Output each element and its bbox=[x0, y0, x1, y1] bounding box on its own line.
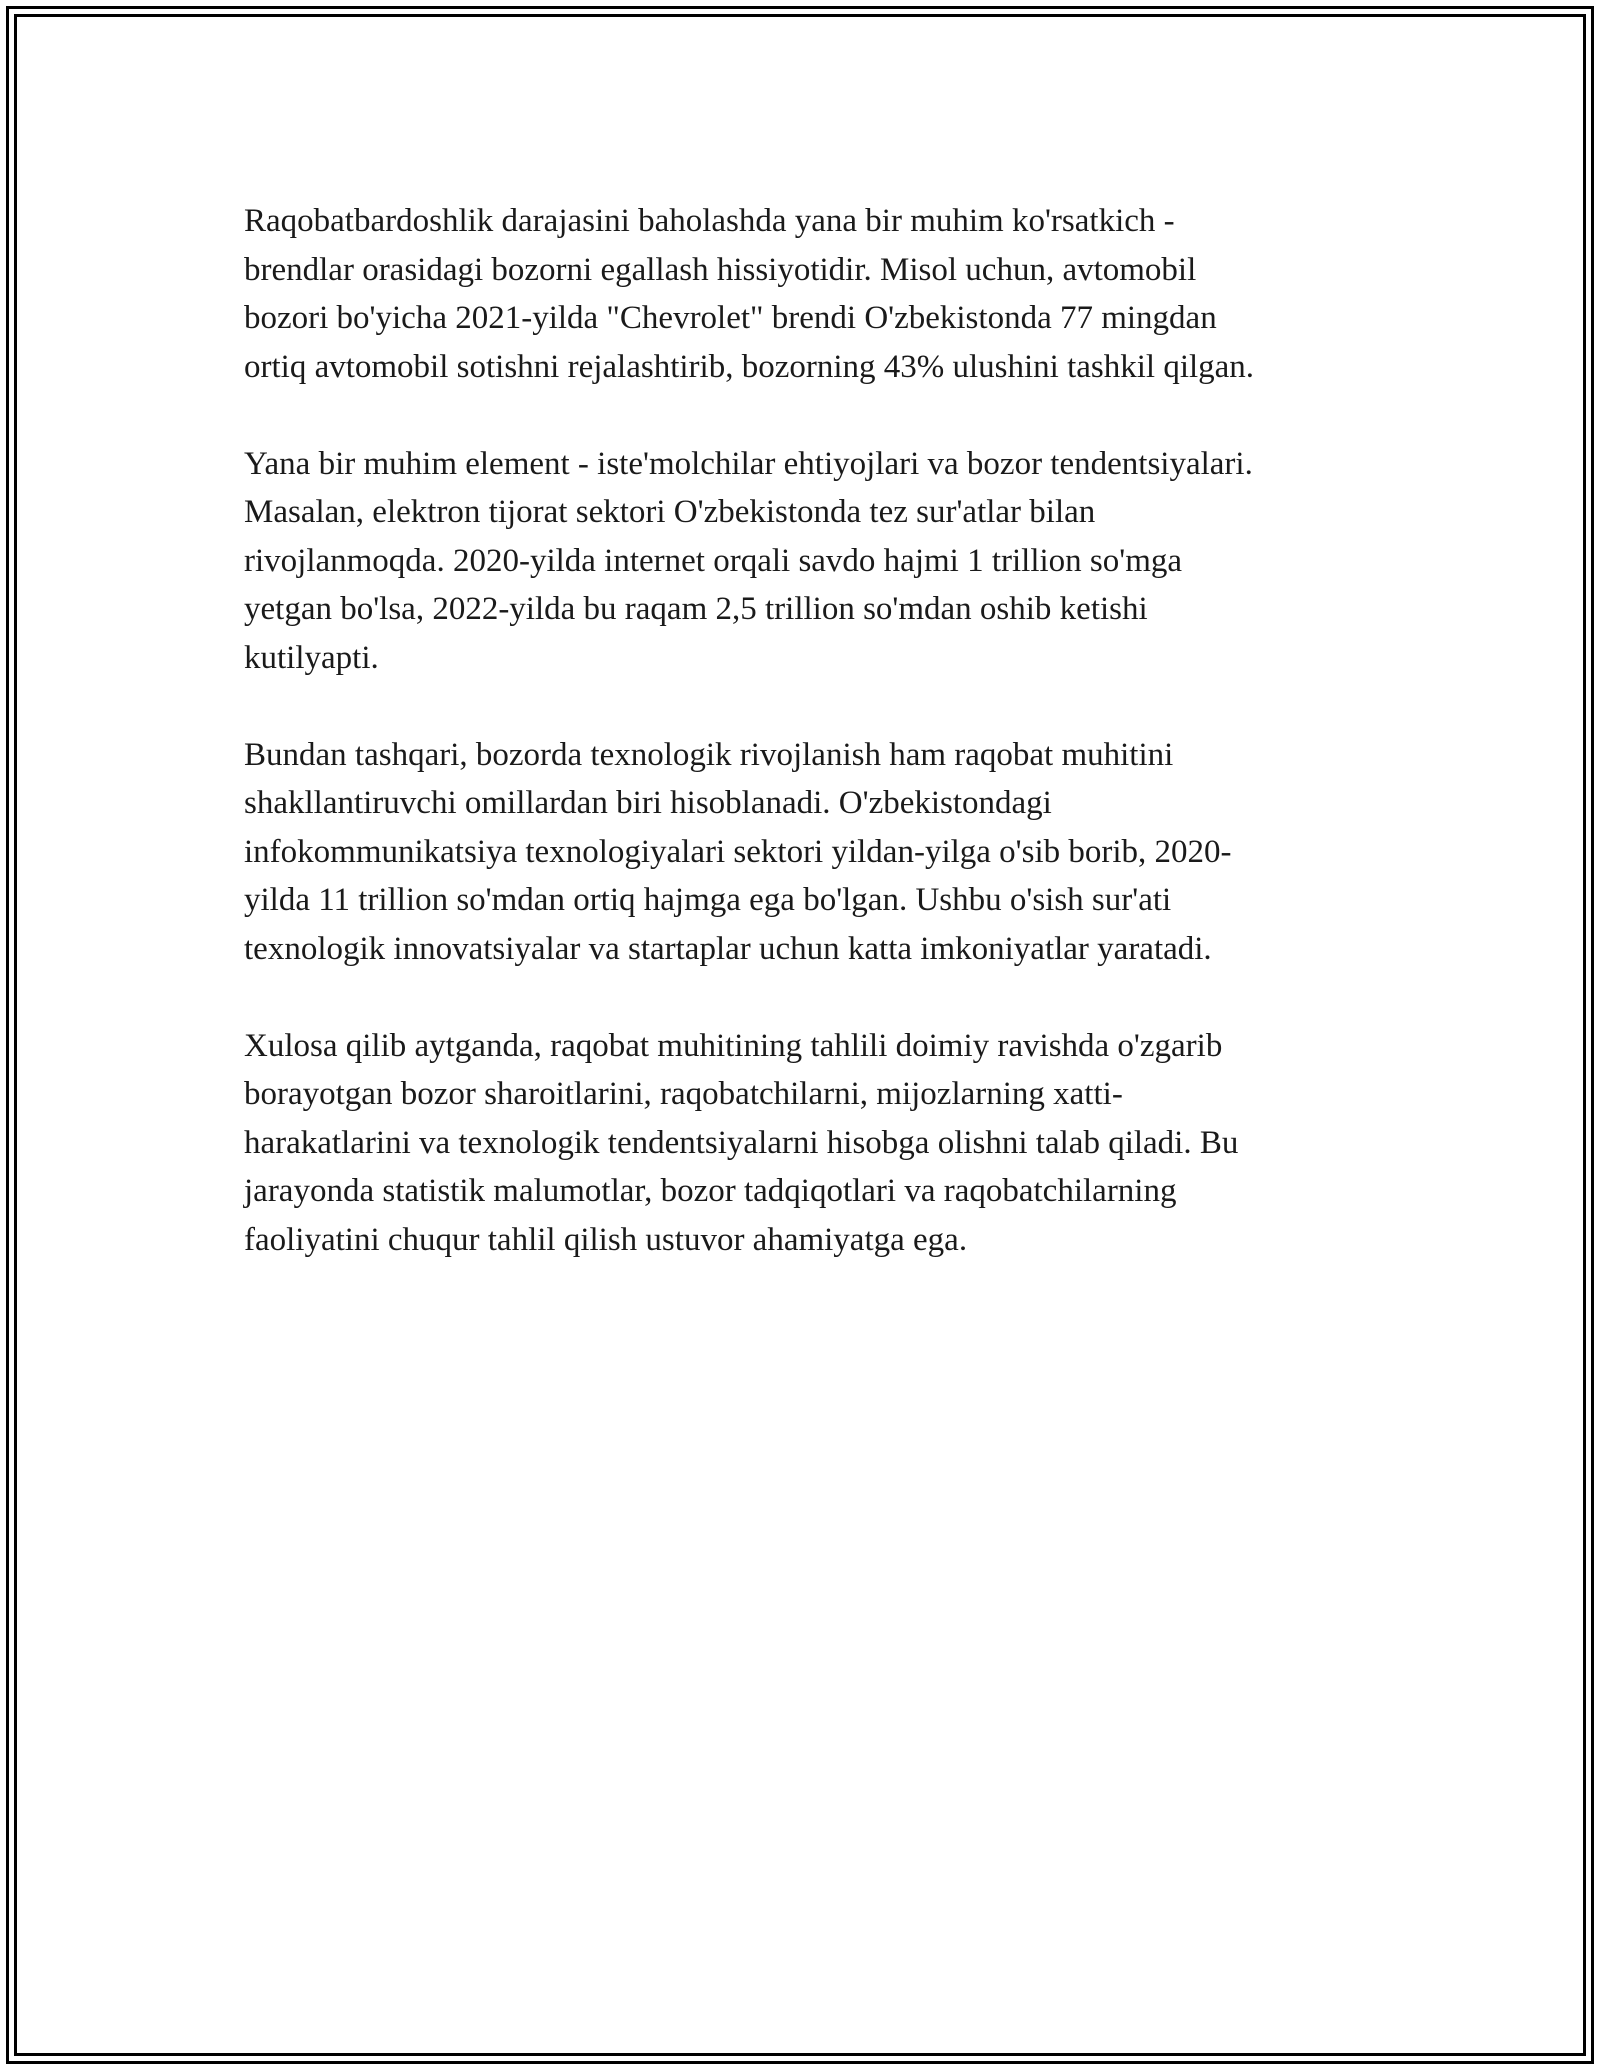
text-line: kutilyapti. bbox=[244, 639, 379, 676]
text-line: yilda 11 trillion so'mdan ortiq hajmga ega bo'lgan. Ushbu o'sish sur'ati bbox=[244, 882, 1172, 918]
paragraph-conclusion bbox=[244, 1022, 1384, 1265]
text-line: bozori bo'yicha 2021-yilda "Chevrolet" brendi O'zbekistonda 77 mingdan bbox=[244, 300, 1217, 336]
text-line: texnologik innovatsiyalar va startaplar uchun katta imkoniyatlar yaratadi. bbox=[244, 930, 1212, 967]
text-line: jarayonda statistik malumotlar, bozor tadqiqotlari va raqobatchilarning bbox=[244, 1173, 1177, 1209]
text-line: Xulosa qilib aytganda, raqobat muhitining tahlili doimiy ravishda o'zgarib bbox=[244, 1027, 1223, 1064]
text-line: Yana bir muhim element - iste'molchilar ehtiyojlari va bozor tendentsiyalari. bbox=[244, 445, 1253, 482]
text-line: shakllantiruvchi omillardan biri hisoblanadi. O'zbekistondagi bbox=[244, 785, 1052, 821]
text-line: Bundan tashqari, bozorda texnologik rivojlanish ham raqobat muhitini bbox=[244, 736, 1174, 773]
document-body bbox=[244, 197, 1384, 1313]
paragraph-competitiveness bbox=[244, 197, 1384, 391]
text-line: infokommunikatsiya texnologiyalari sektori yildan-yilga o'sib borib, 2020- bbox=[244, 833, 1232, 870]
text-line: borayotgan bozor sharoitlarini, raqobatchilarni, mijozlarning xatti- bbox=[244, 1076, 1123, 1112]
page-border bbox=[6, 6, 1594, 2064]
text-line: yetgan bo'lsa, 2022-yilda bu raqam 2,5 trillion so'mdan oshib ketishi bbox=[244, 591, 1148, 627]
paragraph-technology bbox=[244, 731, 1384, 974]
text-line: Raqobatbardoshlik darajasini baholashda yana bir muhim ko'rsatkich - bbox=[244, 203, 1175, 239]
text-line: harakatlarini va texnologik tendentsiyalarni hisobga olishni talab qiladi. Bu bbox=[244, 1124, 1239, 1161]
text-line: faoliyatini chuqur tahlil qilish ustuvor ahamiyatga ega. bbox=[244, 1221, 968, 1258]
text-line: Masalan, elektron tijorat sektori O'zbekistonda tez sur'atlar bilan bbox=[244, 494, 1096, 530]
text-line: brendlar orasidagi bozorni egallash hissiyotidir. Misol uchun, avtomobil bbox=[244, 251, 1197, 288]
text-line: ortiq avtomobil sotishni rejalashtirib, bozorning 43% ulushini tashkil qilgan. bbox=[244, 348, 1255, 385]
text-line: rivojlanmoqda. 2020-yilda internet orqali savdo hajmi 1 trillion so'mga bbox=[244, 542, 1183, 579]
paragraph-consumer-needs bbox=[244, 440, 1384, 683]
